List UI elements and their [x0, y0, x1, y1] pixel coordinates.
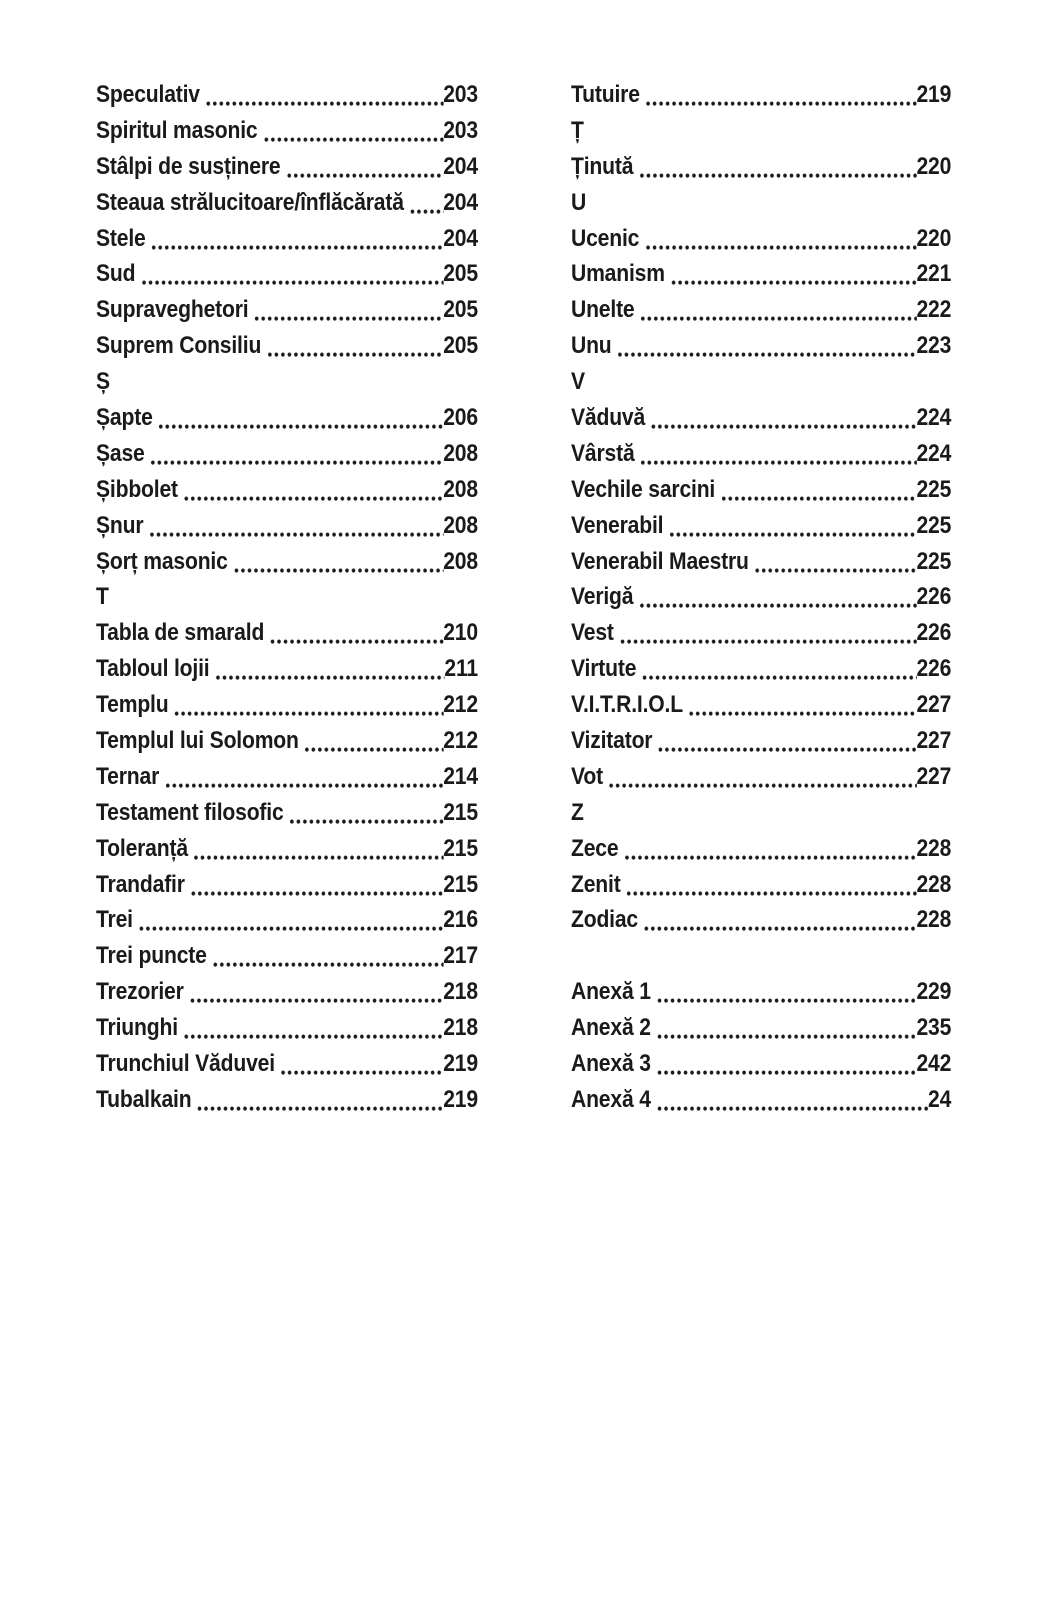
dot-leader	[409, 185, 443, 221]
letter-heading-label: Z	[571, 798, 584, 826]
letter-heading-label: T	[96, 583, 109, 611]
entry-label: Șase	[96, 439, 145, 467]
entry-page-number: 208	[443, 475, 478, 503]
index-entry	[571, 1082, 951, 1118]
index-entry	[571, 579, 951, 615]
entry-label: Tabloul lojii	[96, 655, 210, 683]
entry-label: Speculativ	[96, 81, 200, 108]
index-entry	[571, 400, 951, 436]
index-entry	[571, 651, 951, 687]
dot-leader	[193, 831, 443, 867]
entry-label: Șorț masonic	[96, 547, 228, 575]
entry-label: Templul lui Solomon	[96, 727, 299, 755]
dot-leader	[658, 723, 917, 759]
entry-label: Vest	[571, 619, 614, 647]
entry-page-number: 229	[916, 978, 952, 1006]
entry-page-number: 212	[443, 727, 478, 755]
index-entry	[571, 77, 951, 113]
index-entry	[571, 149, 951, 185]
entry-label: Ternar	[96, 762, 160, 790]
dot-leader	[141, 256, 444, 292]
index-entry	[96, 1010, 478, 1046]
index-entry	[96, 938, 478, 974]
entry-page-number: 228	[916, 870, 952, 898]
entry-label: Supraveghetori	[96, 296, 249, 324]
letter-heading	[96, 364, 478, 400]
dot-leader	[643, 902, 916, 938]
entry-label: Anexă 2	[571, 1014, 651, 1042]
index-entry	[571, 1010, 951, 1046]
entry-label: Văduvă	[571, 404, 646, 432]
entry-label: Tutuire	[571, 81, 640, 108]
entry-label: V.I.T.R.I.O.L	[571, 691, 683, 719]
index-entry	[96, 723, 478, 759]
dot-leader	[617, 328, 917, 364]
entry-label: Anexă 4	[571, 1085, 651, 1113]
index-entry	[571, 615, 951, 651]
dot-leader	[151, 221, 443, 257]
entry-label: Vârstă	[571, 439, 635, 467]
index-entry	[96, 831, 478, 867]
dot-leader	[656, 1082, 928, 1118]
dot-leader	[212, 938, 443, 974]
letter-heading-label: Ș	[96, 368, 111, 396]
entry-label: Testament filosofic	[96, 798, 284, 826]
entry-page-number: 226	[916, 583, 952, 611]
index-column-right	[571, 77, 951, 1118]
entry-label: Trandafir	[96, 870, 185, 898]
entry-label: Sud	[96, 260, 136, 288]
index-entry	[96, 687, 478, 723]
entry-page-number: 228	[916, 906, 952, 934]
index-entry	[571, 867, 951, 903]
entry-page-number: 204	[443, 152, 478, 180]
entry-page-number: 242	[916, 1050, 952, 1078]
entry-label: Trei puncte	[96, 942, 207, 970]
entry-page-number: 206	[443, 404, 478, 432]
entry-label: Umanism	[571, 260, 665, 288]
letter-heading	[571, 113, 951, 149]
entry-page-number: 224	[916, 404, 952, 432]
dot-leader	[639, 579, 917, 615]
entry-page-number: 226	[916, 655, 952, 683]
entry-page-number: 24	[928, 1085, 952, 1113]
dot-leader	[263, 113, 443, 149]
index-entry	[571, 436, 951, 472]
entry-page-number: 210	[443, 619, 478, 647]
index-entry	[96, 974, 478, 1010]
index-entry	[96, 292, 478, 328]
dot-leader	[164, 759, 443, 795]
index-entry	[571, 687, 951, 723]
entry-label: Trezorier	[96, 978, 184, 1006]
index-entry	[571, 544, 951, 580]
entry-label: Vechile sarcini	[571, 475, 716, 503]
index-entry	[96, 1082, 478, 1118]
entry-page-number: 220	[916, 152, 952, 180]
letter-heading	[571, 185, 951, 221]
dot-leader	[190, 867, 443, 903]
entry-page-number: 217	[443, 942, 478, 970]
entry-label: Unelte	[571, 296, 635, 324]
entry-page-number: 223	[916, 332, 952, 360]
entry-label: Toleranță	[96, 834, 188, 862]
entry-label: Stele	[96, 224, 146, 252]
index-entry	[96, 508, 478, 544]
dot-leader	[688, 687, 916, 723]
entry-label: Virtute	[571, 655, 637, 683]
index-entry	[571, 902, 951, 938]
entry-page-number: 225	[916, 547, 952, 575]
index-entry	[96, 256, 478, 292]
dot-leader	[626, 867, 917, 903]
dot-leader	[624, 831, 917, 867]
entry-page-number: 225	[916, 475, 952, 503]
entry-label: Triunghi	[96, 1014, 178, 1042]
entry-label: Anexă 1	[571, 978, 651, 1006]
entry-label: Anexă 3	[571, 1050, 651, 1078]
entry-label: Ținută	[571, 152, 634, 180]
letter-heading	[571, 364, 951, 400]
entry-page-number: 205	[443, 296, 478, 324]
index-entry	[96, 436, 478, 472]
entry-label: Tubalkain	[96, 1085, 192, 1113]
entry-page-number: 208	[443, 439, 478, 467]
entry-page-number: 214	[443, 762, 478, 790]
index-entry	[571, 221, 951, 257]
dot-leader	[254, 292, 443, 328]
entry-label: Tabla de smarald	[96, 619, 265, 647]
entry-page-number: 205	[443, 260, 478, 288]
dot-leader	[233, 544, 443, 580]
entry-page-number: 235	[916, 1014, 952, 1042]
index-entry	[96, 651, 478, 687]
index-entry	[571, 831, 951, 867]
entry-page-number: 219	[916, 81, 952, 108]
entry-page-number: 221	[916, 260, 952, 288]
entry-label: Vizitator	[571, 727, 653, 755]
dot-leader	[754, 544, 916, 580]
index-entry	[96, 472, 478, 508]
dot-leader	[656, 974, 916, 1010]
entry-label: Verigă	[571, 583, 634, 611]
entry-label: Șnur	[96, 511, 144, 539]
dot-leader	[197, 1082, 443, 1118]
letter-heading	[96, 579, 478, 615]
entry-label: Unu	[571, 332, 612, 360]
row-spacer	[571, 938, 951, 974]
index-entry	[96, 902, 478, 938]
index-entry	[571, 723, 951, 759]
entry-label: Trunchiul Văduvei	[96, 1050, 275, 1078]
dot-leader	[656, 1046, 916, 1082]
index-entry	[96, 759, 478, 795]
entry-page-number: 227	[916, 691, 952, 719]
dot-leader	[266, 328, 443, 364]
dot-leader	[619, 615, 916, 651]
entry-label: Spiritul masonic	[96, 116, 258, 144]
entry-page-number: 220	[916, 224, 952, 252]
dot-leader	[608, 759, 916, 795]
index-entry	[571, 974, 951, 1010]
dot-leader	[289, 795, 443, 831]
entry-page-number: 227	[916, 762, 952, 790]
letter-heading-label: V	[571, 368, 586, 396]
index-entry	[96, 77, 478, 113]
index-entry	[571, 472, 951, 508]
entry-label: Suprem Consiliu	[96, 332, 262, 360]
index-entry	[96, 149, 478, 185]
dot-leader	[269, 615, 443, 651]
entry-page-number: 227	[916, 727, 952, 755]
entry-page-number: 226	[916, 619, 952, 647]
index-entry	[96, 113, 478, 149]
dot-leader	[656, 1010, 916, 1046]
entry-page-number: 211	[444, 655, 478, 683]
entry-page-number: 204	[443, 188, 478, 216]
dot-leader	[158, 400, 443, 436]
entry-label: Vot	[571, 762, 603, 790]
index-entry	[96, 1046, 478, 1082]
dot-leader	[174, 687, 443, 723]
entry-label: Venerabil Maestru	[571, 547, 749, 575]
dot-leader	[189, 974, 443, 1010]
entry-label: Ucenic	[571, 224, 640, 252]
dot-leader	[645, 77, 916, 113]
dot-leader	[286, 149, 443, 185]
index-entry	[571, 256, 951, 292]
entry-page-number: 204	[443, 224, 478, 252]
entry-label: Zenit	[571, 870, 621, 898]
dot-leader	[640, 292, 917, 328]
entry-page-number: 225	[916, 511, 952, 539]
dot-leader	[650, 400, 916, 436]
entry-page-number: 208	[443, 511, 478, 539]
dot-leader	[205, 77, 443, 113]
letter-heading-label: U	[571, 188, 587, 216]
dot-leader	[644, 221, 916, 257]
dot-leader	[183, 1010, 443, 1046]
dot-leader	[642, 651, 917, 687]
entry-label: Zodiac	[571, 906, 639, 934]
dot-leader	[720, 472, 916, 508]
entry-page-number: 228	[916, 834, 952, 862]
entry-label: Zece	[571, 834, 619, 862]
dot-leader	[670, 256, 916, 292]
entry-label: Steaua strălucitoare/înflăcărată	[96, 188, 404, 216]
entry-page-number: 222	[916, 296, 952, 324]
index-entry	[571, 292, 951, 328]
entry-page-number: 224	[916, 439, 952, 467]
dot-leader	[183, 472, 443, 508]
entry-page-number: 216	[443, 906, 478, 934]
index-entry	[571, 759, 951, 795]
index-column-left	[96, 77, 478, 1118]
entry-label: Templu	[96, 691, 169, 719]
entry-label: Stâlpi de susținere	[96, 152, 281, 180]
index-entry	[96, 221, 478, 257]
entry-page-number: 219	[443, 1085, 478, 1113]
index-entry	[571, 508, 951, 544]
entry-label: Șapte	[96, 404, 153, 432]
entry-page-number: 218	[443, 1014, 478, 1042]
dot-leader	[150, 436, 443, 472]
dot-leader	[669, 508, 917, 544]
entry-page-number: 203	[443, 116, 478, 144]
entry-page-number: 219	[443, 1050, 478, 1078]
index-entry	[96, 615, 478, 651]
index-entry	[571, 1046, 951, 1082]
index-entry	[96, 795, 478, 831]
letter-heading	[571, 795, 951, 831]
entry-page-number: 212	[443, 691, 478, 719]
entry-page-number: 215	[443, 834, 478, 862]
index-entry	[96, 185, 478, 221]
index-entry	[571, 328, 951, 364]
dot-leader	[280, 1046, 443, 1082]
dot-leader	[640, 436, 917, 472]
entry-page-number: 205	[443, 332, 478, 360]
dot-leader	[215, 651, 445, 687]
letter-heading-label: Ț	[571, 116, 584, 144]
entry-page-number: 208	[443, 547, 478, 575]
entry-label: Șibbolet	[96, 475, 178, 503]
dot-leader	[138, 902, 443, 938]
index-entry	[96, 867, 478, 903]
dot-leader	[304, 723, 443, 759]
dot-leader	[639, 149, 917, 185]
dot-leader	[149, 508, 444, 544]
index-entry	[96, 400, 478, 436]
index-entry	[96, 328, 478, 364]
entry-page-number: 218	[443, 978, 478, 1006]
entry-page-number: 215	[443, 870, 478, 898]
entry-page-number: 215	[443, 798, 478, 826]
entry-label: Venerabil	[571, 511, 664, 539]
index-entry	[96, 544, 478, 580]
entry-page-number: 203	[443, 81, 478, 108]
entry-label: Trei	[96, 906, 133, 934]
